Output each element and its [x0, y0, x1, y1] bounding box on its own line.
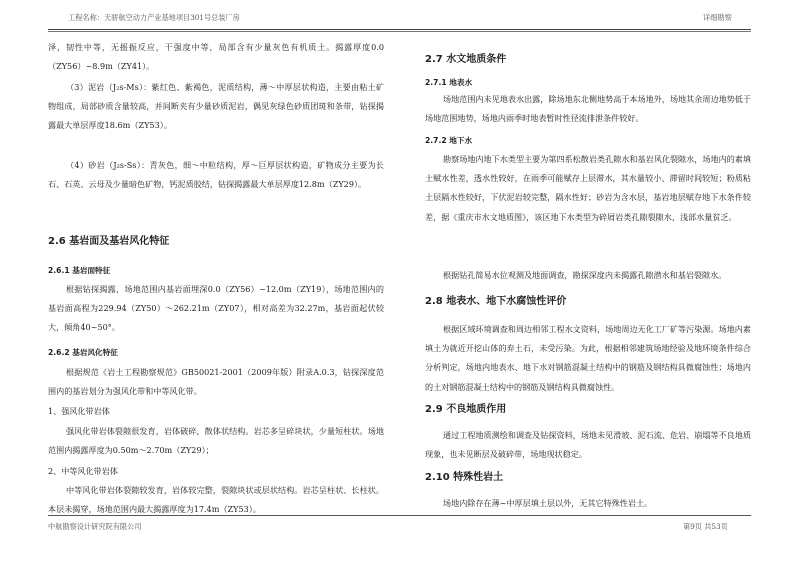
paragraph: 通过工程地质测绘和调查及钻探资料，场地未见滑坡、泥石流、危岩、崩塌等不良地质现象，也未见断层及破碎带，场地现状稳定。 — [425, 430, 751, 460]
subsection-heading-2-6-1: 2.6.1 基岩面特征 — [48, 266, 111, 275]
paragraph: 中等风化带岩体裂隙较发育，岩体较完整，裂隙块状或层状结构。岩芯呈柱状、长柱状。本层未揭穿，场地范围内最大揭露厚度为17.4m（ZY53）。 — [48, 485, 384, 515]
header-project-name: 工程名称：天骄航空动力产业基地项目301号总装厂房 — [68, 13, 240, 22]
paragraph: 勘察场地内地下水类型主要为第四系松散岩类孔隙水和基岩风化裂隙水，场地内的素填土赋水性差，透水性较好，在雨季可能赋存上层滞水，其水量较小、滞留时间较短；粉质粘土层隔水性较好，下伏泥岩较完整，隔水性好；砂岩为含水层，基岩地层赋存地下水条件较差，据《重庆市水文地质图》，该区地下水类型为碎屑岩类孔隙裂隙水，浅部水量贫乏。 — [425, 154, 751, 222]
paragraph: 根据钻探揭露，场地范围内基岩面埋深0.0（ZY56）~12.0m（ZY19），场地范围内的基岩面高程为229.94（ZY50）～262.21m（ZY07），相对高差为32.27m，基岩面起伏较大，倾角40~50°。 — [48, 284, 384, 333]
header-rule-thin — [48, 31, 751, 32]
subsection-heading-2-7-1: 2.7.1 地表水 — [425, 78, 473, 87]
footer-company: 中航勘察设计研究院有限公司 — [48, 522, 142, 531]
paragraph: 根据规范《岩土工程勘察规范》GB50021-2001（2009年版）附录A.0.3，钻探深度范围内的基岩划分为强风化带和中等风化带。 — [48, 367, 384, 397]
paragraph: 泽，韧性中等，无摇振反应，干强度中等，局部含有少量灰色有机质土。揭露厚度0.0（ZY56）~8.9m（ZY41）。 — [48, 42, 384, 72]
list-item: 2、中等风化带岩体 — [48, 466, 118, 476]
header-rule — [48, 29, 751, 30]
footer-page-number: 第9页 共53页 — [683, 522, 728, 531]
paragraph: 根据钻孔简易水位观测及地面调查，勘探深度内未揭露孔隙潜水和基岩裂隙水。 — [443, 270, 727, 280]
subsection-heading-2-6-2: 2.6.2 基岩风化特征 — [48, 348, 118, 357]
section-heading-2-10: 2.10 特殊性岩土 — [425, 472, 504, 483]
section-heading-2-9: 2.9 不良地质作用 — [425, 404, 507, 415]
paragraph: 场地范围内未见地表水出露，除场地东北侧地势高于本场地外，场地其余周边地势低于场地范围地势，场地内雨季时地表暂时性径流排泄条件较好。 — [425, 94, 751, 124]
section-heading-2-8: 2.8 地表水、地下水腐蚀性评价 — [425, 296, 567, 307]
paragraph: 根据区域环境调查和周边相邻工程水文资料，场地周边无化工厂矿等污染源。场地内素填土为就近开挖山体的弃土石，未受污染。为此，根据相邻建筑场地经验及地环境条件综合分析判定，场地内地表水、地下水对钢筋混凝土结构中的钢筋及钢结构具微腐蚀性；场地内的土对钢筋混凝土结构中的钢筋及钢结构具微腐蚀性。 — [425, 324, 751, 392]
section-heading-2-7: 2.7 水文地质条件 — [425, 54, 507, 65]
paragraph: （4）砂岩（J₂s-Ss）：青灰色，细～中粒结构，厚～巨厚层状构造，矿物成分主要为长石、石英、云母及少量暗色矿物，钙泥质胶结，钻探揭露最大单层厚度12.8m（ZY29）。 — [48, 160, 384, 190]
paragraph: （3）泥岩（J₂s-Ms）：紫红色、紫褐色，泥质结构，薄～中厚层状构造，主要由粘土矿物组成，局部砂质含量较高，并间断夹有少量砂质泥岩，偶见灰绿色砂质团斑和条带，钻探揭露最大单层厚度18.6m（ZY53）。 — [48, 82, 384, 131]
paragraph: 强风化带岩体裂隙很发育，岩体破碎，散体状结构。岩芯多呈碎块状，少量短柱状。场地范围内揭露厚度为0.50m～2.70m（ZY29）； — [48, 426, 384, 456]
section-heading-2-6: 2.6 基岩面及基岩风化特征 — [48, 236, 170, 247]
paragraph: 场地内除存在薄~中厚层填土层以外，无其它特殊性岩土。 — [443, 498, 653, 508]
list-item: 1、强风化带岩体 — [48, 406, 110, 416]
header-report-type: 详细勘察 — [703, 13, 732, 22]
subsection-heading-2-7-2: 2.7.2 地下水 — [425, 136, 473, 145]
footer-rule — [48, 515, 751, 516]
